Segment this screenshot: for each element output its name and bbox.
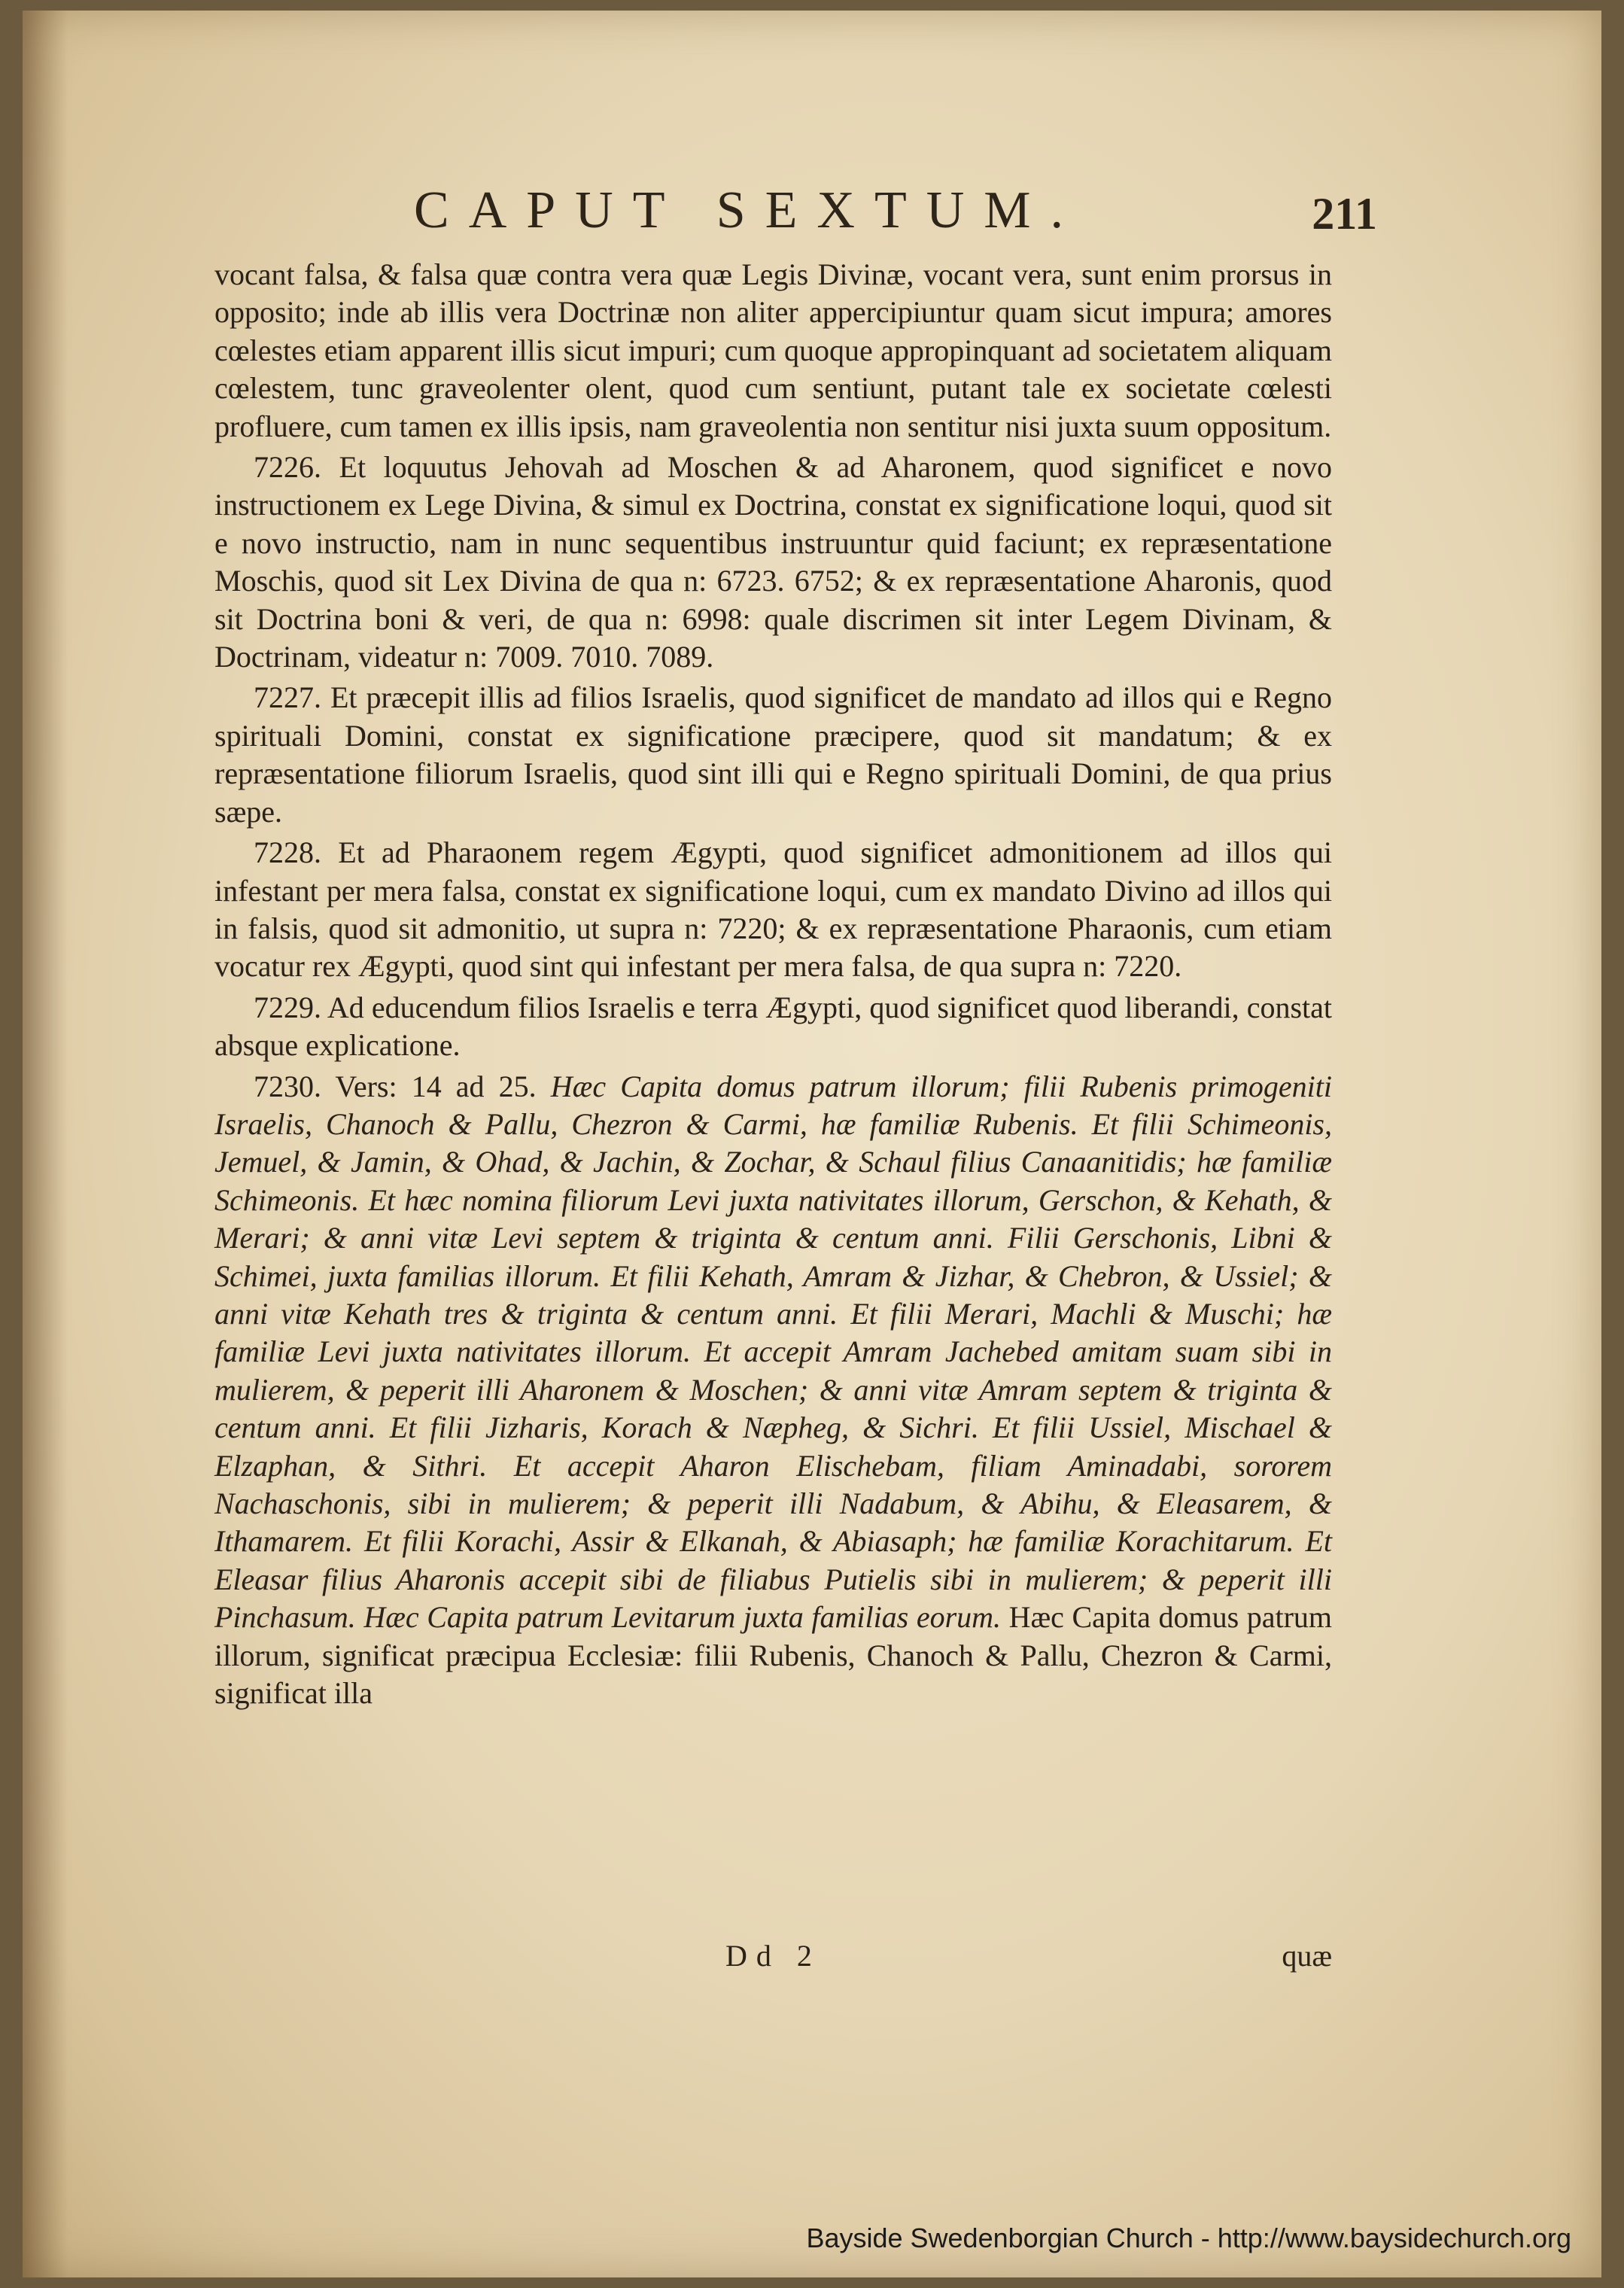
paragraph-7227: 7227. Et præcepit illis ad filios Israelis, quod significet de mandato ad illos qui e Regno spirituali Domini, constat ex significatione præcipere, quod sit mandatum; & ex repræsentatione filiorum Israelis, quod sint illi qui e Regno spirituali Domini, de qua prius sæpe.: [214, 680, 1332, 829]
paragraph-7230-tail: Hæc Capita domus patrum illorum, significat præcipua Ecclesiæ: filii Rubenis, Chanoch & Pallu, Chezron & Carmi, significat illa: [214, 1600, 1333, 1711]
paragraph-7230-lead: 7230. Vers: 14 ad 25.: [254, 1069, 537, 1103]
catchword: quæ: [1282, 1939, 1332, 1973]
scripture-quotation: Hæc Capita domus patrum illorum; filii Rubenis primogeniti Israelis, Chanoch & Pallu, Chezron & Carmi, hæ familiæ Rubenis. Et filii Schimeonis, Jemuel, & Jamin, & Ohad, & Jachin, & Zochar, & Schaul filius Canaanitidis; hæ familiæ Schimeonis. Et hæc nomina filiorum Levi juxta nativitates illorum, Gerschon, & Kehath, & Merari; & anni vitæ Levi septem & triginta & centum anni. Filii Gerschonis, Libni & Schimei, juxta familias illorum. Et filii Kehath, Amram & Jizhar, & Chebron, & Ussiel; & anni vitæ Kehath tres & triginta & centum anni. Et filii Merari, Machli & Muschi; hæ familiæ Levi juxta nativitates illorum. Et accepit Amram Jachebed amitam suam sibi in mulierem, & peperit illi Aharonem & Moschen; & anni vitæ Amram septem & triginta & centum anni. Et filii Jizharis, Korach & Næpheg, & Sichri. Et filii Ussiel, Mischael & Elzaphan, & Sithri. Et accepit Aharon Elischebam, filiam Aminadabi, sororem Nachaschonis, sibi in mulierem; & peperit illi Nadabum, & Abihu, & Eleasarem, & Ithamarem. Et filii Korachi, Assir & Elkanah, & Abiasaph; hæ familiæ Korachitarum. Et Eleasar filius Aharonis accepit sibi de filiabus Putielis sibi in mulierem; & peperit illi Pinchasum. Hæc Capita patrum Levitarum juxta familias eorum.: [214, 1069, 1332, 1635]
paragraph-continuation: vocant falsa, & falsa quæ contra vera quæ Legis Divinæ, vocant vera, sunt enim prorsus in opposito; inde ab illis vera Doctrinæ non aliter appercipiuntur quam sicut impura; amores cœlestes etiam apparent illis sicut impuri; cum quoque appropinquant ad societatem aliquam cœlestem, tunc graveolenter olent, quod cum sentiunt, putant tale ex societate cœlesti profluere, cum tamen ex illis ipsis, nam graveolentia non sentitur nisi juxta suum oppositum.: [214, 257, 1332, 443]
paragraph-7229: 7229. Ad educendum filios Israelis e terra Ægypti, quod significet quod liberandi, constat absque explicatione.: [214, 990, 1332, 1063]
page-number: 211: [1312, 189, 1377, 239]
page-footer: [214, 1938, 1332, 1983]
page-header: [414, 181, 1377, 256]
paragraph-7226: 7226. Et loquutus Jehovah ad Moschen & ad Aharonem, quod significet e novo instructionem ex Lege Divina, & simul ex Doctrina, constat ex significatione loqui, quod sit e novo instructio, nam in nunc sequentibus instruuntur quid faciunt; ex repræsentatione Moschis, quod sit Lex Divina de qua n: 6723. 6752; & ex repræsentatione Aharonis, quod sit Doctrina boni & veri, de qua n: 6998: quale discrimen sit inter Legem Divinam, & Doctrinam, videatur n: 7009. 7010. 7089.: [214, 450, 1332, 674]
page-fold-shadow: [23, 11, 68, 2277]
source-watermark: Bayside Swedenborgian Church - http://www.baysidechurch.org: [806, 2223, 1571, 2253]
signature-mark: Dd 2: [725, 1939, 821, 1973]
paragraph-7230: [214, 1068, 1332, 1713]
body-text: [214, 256, 1332, 1712]
paragraph-7228: 7228. Et ad Pharaonem regem Ægypti, quod significet admonitionem ad illos qui infestant per mera falsa, constat ex significatione loqui, cum ex mandato Divino ad illos qui in falsis, quod sit admonitio, ut supra n: 7220; & ex repræsentatione Pharaonis, cum etiam vocatur rex Ægypti, quod sint qui infestant per mera falsa, de qua supra n: 7220.: [214, 835, 1332, 984]
running-title: CAPUT SEXTUM.: [414, 181, 1084, 239]
